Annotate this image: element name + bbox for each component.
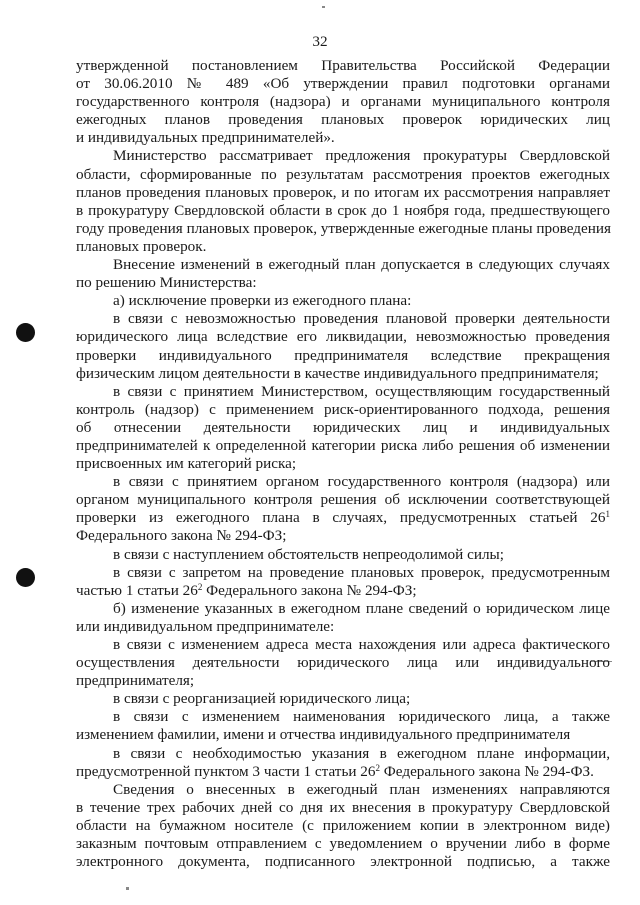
line-text: заказным почтовым отправлением с уведомлением о вручении либо в форме: [76, 835, 610, 853]
line-text: государственного контроля (надзора) и органами муниципального контроля: [76, 93, 610, 111]
punch-hole-bottom: [16, 568, 35, 587]
line-text: планов проведения плановых проверок, и по итогам их рассмотрения направляет: [76, 183, 610, 201]
line-text: в связи с изменением адреса места нахождения или адреса фактического: [113, 636, 610, 653]
line-text: в связи с принятием органом государственного контроля (надзора) или: [113, 473, 610, 491]
text-line: [76, 835, 610, 853]
text-line: [76, 111, 610, 129]
line-text: в связи с необходимостью указания в ежегодном плане информации,: [113, 744, 610, 762]
page-number: 32: [312, 33, 328, 50]
text-line: [76, 853, 610, 871]
line-text: присвоенных им категорий риска;: [76, 455, 297, 473]
punch-hole-top: [16, 323, 35, 342]
line-text: в связи с реорганизацией юридического лица;: [113, 690, 411, 708]
text-line: [76, 763, 610, 781]
line-text: Федерального закона № 294-ФЗ;: [76, 527, 287, 545]
text-line: [76, 473, 610, 491]
line-text: об отнесении деятельности юридических лиц и индивидуальных: [76, 418, 610, 436]
text-line: [76, 654, 610, 672]
text-line: [76, 328, 610, 346]
line-text: предусмотренной пунктом 3 части 1 статьи 26: [76, 762, 376, 780]
text-line: [76, 57, 610, 75]
line-text: электронного документа, подписанного электронной подписью, а также: [76, 853, 610, 871]
text-line: [76, 708, 610, 726]
text-line: [76, 166, 610, 184]
text-line: [76, 310, 610, 328]
line-text: году проведения плановых проверок, утвержденные ежегодные планы проведения: [76, 219, 612, 237]
text-line: [76, 799, 610, 817]
line-text-continued: Федерального закона № 294-ФЗ.: [380, 762, 594, 780]
text-line: [76, 618, 610, 636]
article-superscript: 2: [375, 762, 380, 773]
text-line: [76, 274, 610, 292]
line-text: области на бумажном носителе (с приложением копии в электронном виде): [76, 816, 610, 834]
line-text: по решению Министерства:: [76, 274, 257, 292]
text-line: [76, 347, 610, 365]
line-text: в течение трех рабочих дней со дня их внесения в прокуратуру Свердловской: [76, 798, 610, 816]
line-text: плановых проверок.: [76, 237, 207, 255]
text-line: [76, 817, 610, 835]
text-line: [76, 292, 610, 310]
line-text: а) исключение проверки из ежегодного плана:: [113, 292, 412, 310]
line-text: в связи с запретом на проведение плановых проверок, предусмотренным: [113, 563, 610, 581]
text-line: [76, 383, 610, 401]
text-line: [76, 745, 610, 763]
line-text: предпринимателя;: [76, 672, 195, 690]
line-text: в связи с наступлением обстоятельств непреодолимой силы;: [113, 545, 504, 563]
text-line: [76, 437, 610, 455]
article-superscript: 2: [197, 581, 203, 592]
line-text: контроль (надзор) с применением риск-ориентированного подхода, решения: [76, 400, 610, 418]
line-text: в связи с принятием Министерством, осуществляющим государственный: [113, 382, 610, 400]
line-text: в связи с невозможностью проведения плановой проверки деятельности: [113, 310, 610, 328]
text-line: [76, 726, 610, 744]
line-text: проверки из ежегодного плана в случаях, предусмотренных статьей 26: [76, 509, 606, 527]
text-line: [76, 781, 610, 799]
text-line: [76, 184, 610, 202]
text-line: [76, 582, 610, 600]
text-line: [76, 564, 610, 582]
line-text: Министерство рассматривает предложения прокуратуры Свердловской: [113, 147, 610, 165]
line-text: предпринимателей к определенной категории риска либо решения об изменении: [76, 436, 610, 454]
text-line: [76, 600, 610, 618]
text-line: [76, 419, 610, 437]
text-line: [76, 220, 610, 238]
text-line: [76, 672, 610, 690]
line-text: физическим лицом деятельности в качестве индивидуального предпринимателя;: [76, 364, 599, 382]
text-line: [76, 401, 610, 419]
text-line: [76, 75, 610, 93]
line-text: проверки индивидуального предпринимателя вследствие прекращения: [76, 346, 610, 364]
line-text: Сведения о внесенных в ежегодный план изменениях направляются: [113, 780, 610, 798]
text-line: [76, 509, 610, 527]
line-text: ежегодных планов проведения плановых проверок юридических лиц: [76, 111, 610, 129]
line-text: изменением фамилии, имени и отчества индивидуального предпринимателя: [76, 726, 571, 744]
line-text: б) изменение указанных в ежегодном плане сведений о юридическом лице: [113, 599, 610, 617]
article-superscript: 1: [605, 509, 610, 520]
line-text: в прокуратуру Свердловской области в срок до 1 ноября года, предшествующего: [76, 201, 610, 219]
text-line: [76, 491, 610, 509]
line-text: в связи с изменением наименования юридического лица, а также: [113, 708, 610, 726]
text-line: [76, 238, 610, 256]
text-line: [76, 546, 610, 564]
line-text: Внесение изменений в ежегодный план допускается в следующих случаях: [113, 256, 610, 274]
line-text: и индивидуальных предпринимателей».: [76, 129, 335, 147]
line-text: органом муниципального контроля решения об исключении соответствующей: [76, 491, 610, 509]
text-line: [76, 455, 610, 473]
text-line: [76, 690, 610, 708]
line-text: области, сформированные по результатам рассмотрения проектов ежегодных: [76, 165, 610, 183]
scan-speck: [126, 887, 129, 890]
text-line: [76, 202, 610, 220]
line-text: частью 1 статьи 26: [76, 581, 198, 599]
line-text: от 30.06.2010 № 489 «Об утверждении правил подготовки органами: [76, 75, 610, 93]
line-text: или индивидуальном предпринимателе:: [76, 617, 335, 635]
text-line: [76, 256, 610, 274]
line-text-continued: Федерального закона № 294-ФЗ;: [202, 581, 417, 599]
text-line: [76, 636, 610, 654]
line-text: юридического лица вследствие его ликвидации, невозможностью проведения: [76, 328, 610, 346]
text-line: [76, 365, 610, 383]
scan-speck: [322, 6, 325, 8]
text-line: [76, 147, 610, 165]
document-body: [76, 57, 610, 871]
text-line: [76, 93, 610, 111]
text-line: [76, 129, 610, 147]
line-text: утвержденной постановлением Правительства Российской Федерации: [76, 57, 610, 74]
text-line: [76, 527, 610, 545]
line-text: осуществления деятельности юридического лица или индивидуального: [76, 654, 610, 672]
